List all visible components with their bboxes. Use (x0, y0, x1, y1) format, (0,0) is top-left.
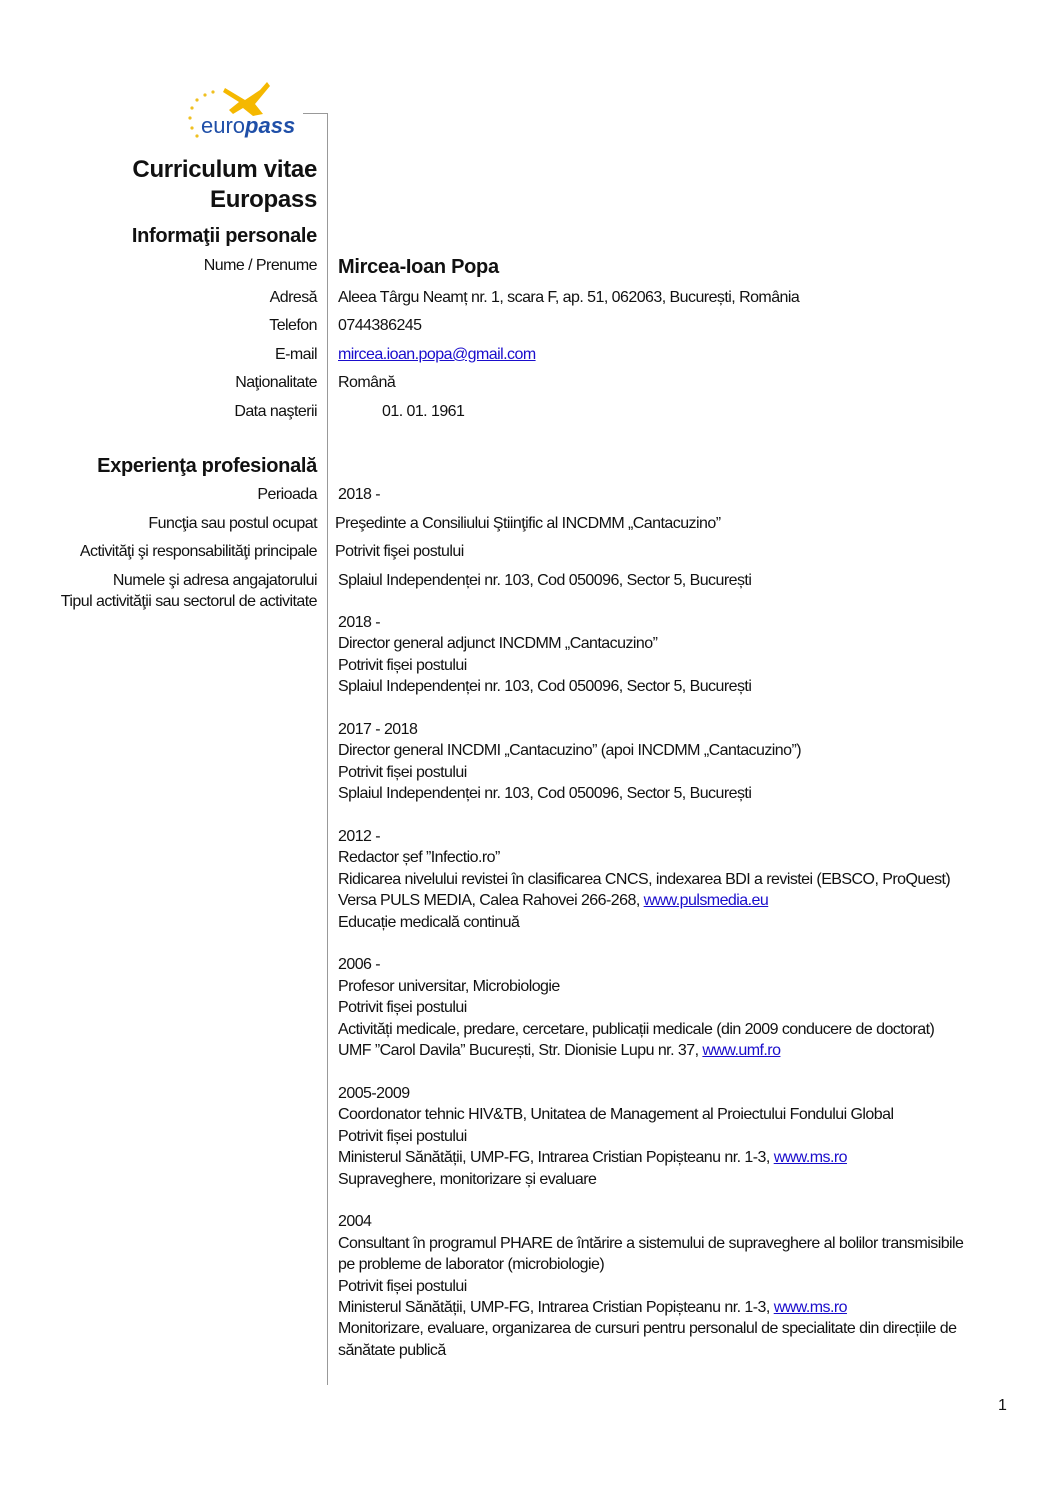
entry-employer (338, 1297, 983, 1318)
phone: 0744386245 (338, 317, 422, 334)
experience-entry (338, 954, 983, 1061)
email-label: E-mail (274, 346, 317, 363)
position: Preşedinte a Consiliului Ştiinţific al INCDMM „Cantacuzino” (335, 515, 721, 532)
entry-position: Redactor șef ”Infectio.ro” (338, 849, 500, 867)
entry-employer (338, 1040, 983, 1061)
position-label: Funcţia sau postul ocupat (148, 515, 317, 532)
period-label: Perioada (257, 486, 317, 503)
employer-label: Numele şi adresa angajatorului (112, 572, 317, 589)
period: 2018 - (338, 486, 381, 503)
entry-period: 2017 - 2018 (338, 721, 418, 739)
entry-activities: Potrivit fișei postului (338, 1277, 467, 1295)
entry-position: Director general adjunct INCDMM „Cantacuzino” (338, 635, 658, 653)
entry-activities: Potrivit fișei postului (338, 1127, 467, 1145)
entry-employer (338, 890, 983, 911)
experience-entries (338, 612, 983, 1383)
name-label: Nume / Prenume (203, 257, 317, 274)
entry-period: 2004 (338, 1213, 372, 1231)
entry-position: Profesor universitar, Microbiologie (338, 977, 560, 995)
entry-employer: Splaiul Independenței nr. 103, Cod 050096, Sector 5, București (338, 785, 752, 803)
birth-date: 01. 01. 1961 (382, 403, 465, 420)
employer-text: Ministerul Sănătății, UMP-FG, Intrarea Cristian Popișteanu nr. 1-3, (338, 1149, 774, 1167)
activities: Potrivit fişei postului (335, 543, 464, 560)
phone-label: Telefon (269, 317, 317, 334)
cv-title-line2: Europass (210, 186, 317, 213)
entry-sector: Monitorizare, evaluare, organizarea de cursuri pentru personalul de specialitate din direcțiile de sănătate publică (338, 1320, 957, 1359)
person-name: Mircea-Ioan Popa (338, 256, 499, 278)
activities-label: Activităţi şi responsabilităţi principale (79, 543, 317, 560)
entry-period: 2005-2009 (338, 1084, 410, 1102)
entry-sector: Educație medicală continuă (338, 913, 520, 931)
nationality: Română (338, 374, 396, 391)
employer-link[interactable]: www.pulsmedia.eu (643, 892, 769, 910)
sector-label: Tipul activităţii sau sectorul de activitate (60, 593, 317, 610)
employer-text: UMF ”Carol Davila” București, Str. Dionisie Lupu nr. 37, (338, 1042, 703, 1060)
experience-entry (338, 612, 983, 698)
employer-text: Versa PULS MEDIA, Calea Rahovei 266-268, (338, 892, 644, 910)
employer-link[interactable]: www.umf.ro (702, 1042, 781, 1060)
entry-employer: Splaiul Independenței nr. 103, Cod 050096, Sector 5, București (338, 678, 752, 696)
divider (303, 113, 327, 114)
entry-activities: Potrivit fișei postului (338, 763, 467, 781)
entry-period: 2012 - (338, 828, 381, 846)
column-divider (327, 113, 328, 1385)
nationality-label: Naţionalitate (235, 374, 317, 391)
cv-title-line1: Curriculum vitae (132, 156, 317, 183)
experience-entry (338, 1083, 983, 1190)
europass-logo (185, 78, 310, 144)
employer-text: Ministerul Sănătății, UMP-FG, Intrarea Cristian Popișteanu nr. 1-3, (338, 1298, 774, 1316)
birth-label: Data naşterii (234, 403, 317, 420)
entry-sector: Supraveghere, monitorizare și evaluare (338, 1170, 597, 1188)
entry-position: Coordonator tehnic HIV&TB, Unitatea de Management al Proiectului Fondului Global (338, 1106, 894, 1124)
experience-entry (338, 719, 983, 805)
address-label: Adresă (269, 289, 317, 306)
svg-text:europass: europass (201, 113, 296, 138)
experience-entry (338, 1211, 983, 1361)
entry-sector: Activități medicale, predare, cercetare, publicații medicale (din 2009 conducere de doctorat) (338, 1020, 935, 1038)
entry-activities: Potrivit fișei postului (338, 999, 467, 1017)
entry-activities: Potrivit fișei postului (338, 656, 467, 674)
page-number: 1 (998, 1397, 1007, 1414)
entry-position: Consultant în programul PHARE de întărire a sistemului de supraveghere al bolilor transmisibile pe probleme de laborator (microbiologie) (338, 1234, 964, 1274)
entry-period: 2006 - (338, 956, 381, 974)
email-link[interactable]: mircea.ioan.popa@gmail.com (338, 346, 536, 363)
employer-link[interactable]: www.ms.ro (773, 1298, 847, 1316)
employer-link[interactable]: www.ms.ro (773, 1149, 847, 1167)
entry-period: 2018 - (338, 614, 381, 631)
entry-position: Director general INCDMI „Cantacuzino” (apoi INCDMM „Cantacuzino”) (338, 742, 802, 760)
address: Aleea Târgu Neamț nr. 1, scara F, ap. 51, 062063, București, România (338, 289, 800, 306)
experience-entry (338, 826, 983, 933)
entry-activities: Ridicarea nivelului revistei în clasificarea CNCS, indexarea BDI a revistei (EBSCO, ProQuest) (338, 870, 951, 888)
entry-employer (338, 1147, 983, 1168)
employer: Splaiul Independenței nr. 103, Cod 050096, Sector 5, București (338, 572, 752, 589)
section-experience: Experienţa profesională (97, 455, 317, 477)
section-personal: Informaţii personale (131, 225, 317, 247)
